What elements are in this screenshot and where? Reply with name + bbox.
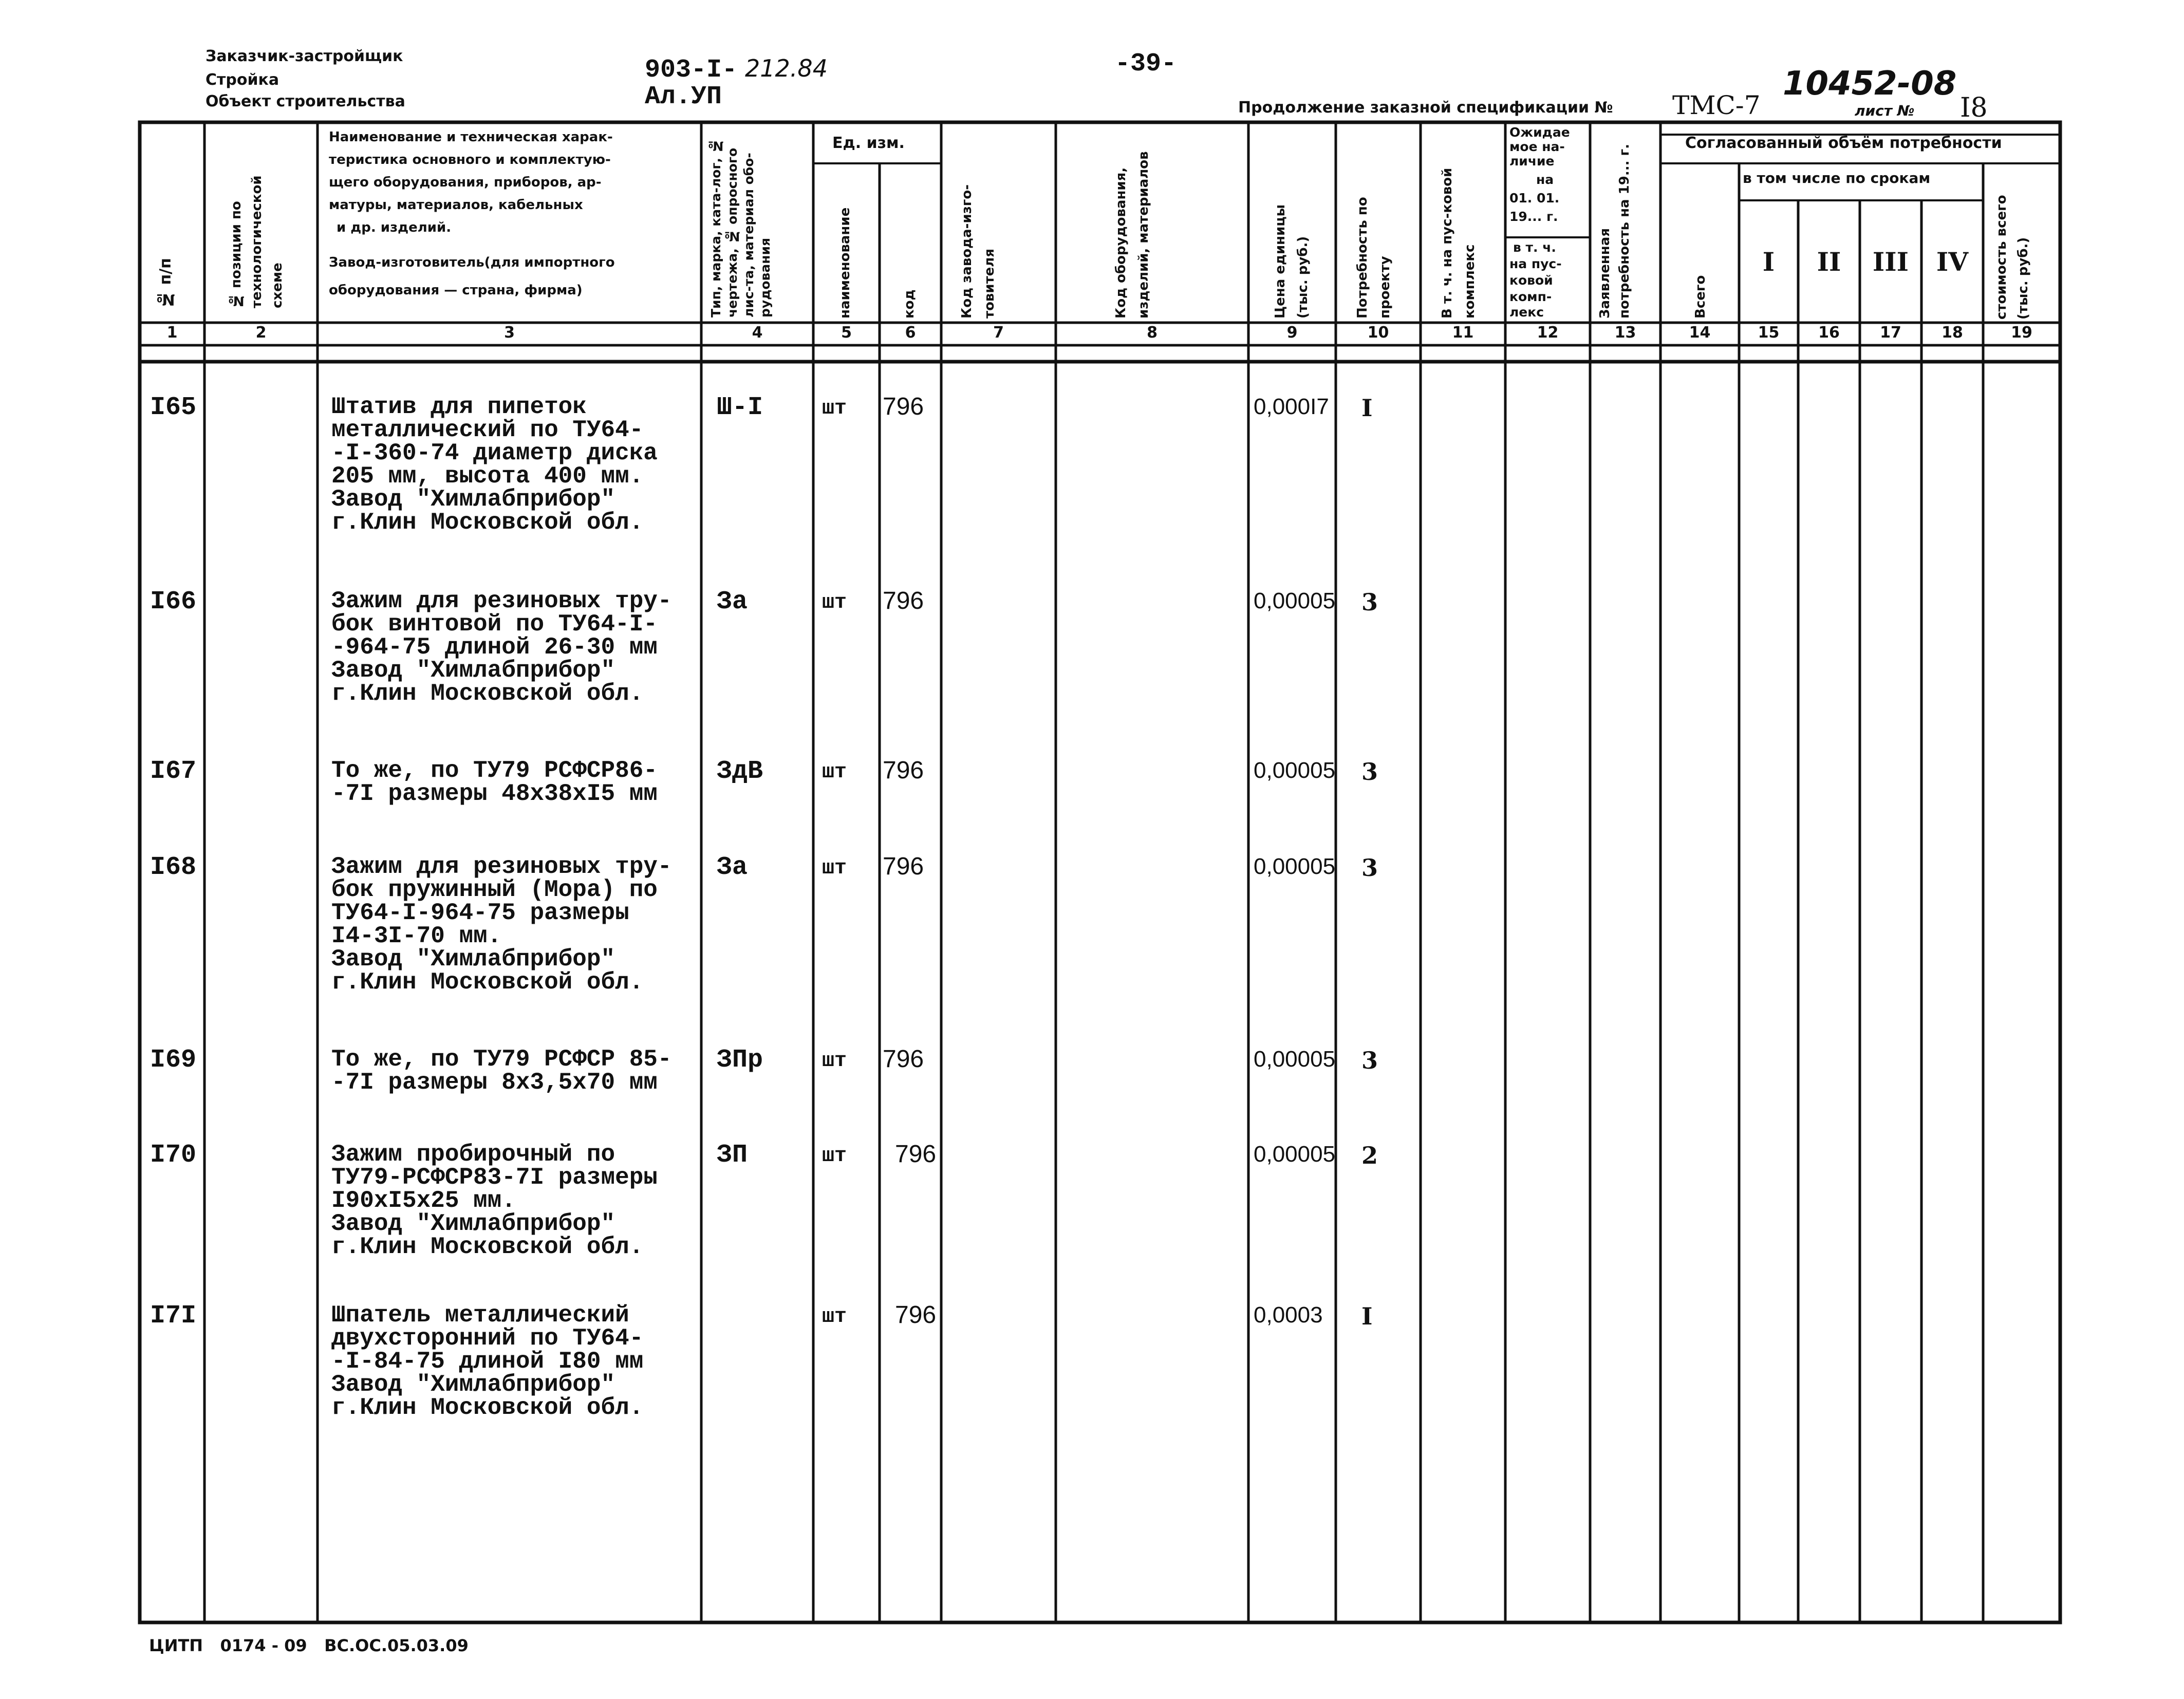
row-need: 3 — [1361, 758, 1378, 786]
row-type: За — [717, 853, 748, 882]
row-price: 0,00005 — [1254, 854, 1336, 879]
header-col12-line: ковой — [1509, 273, 1553, 288]
header-col12-line: 01. 01. — [1509, 191, 1560, 206]
row-type: ЗПр — [717, 1045, 763, 1075]
column-number: 1 — [166, 324, 178, 342]
header-term-4: IV — [1936, 247, 1969, 277]
column-number: 2 — [255, 324, 267, 342]
row-need: I — [1361, 394, 1373, 422]
header-col19: стоимость всего (тыс. руб.) — [1994, 195, 2031, 320]
header-col3-line: и др. изделий. — [337, 220, 452, 235]
row-code: 796 — [883, 853, 924, 880]
row-price: 0,00005 — [1254, 758, 1336, 783]
header-term-2: II — [1817, 247, 1841, 277]
header-col9: Цена единицы (тыс. руб.) — [1273, 204, 1311, 319]
row-desc-line: г.Клин Московской обл. — [331, 680, 644, 707]
project-code: 903-I- — [645, 55, 738, 85]
row-desc-line: -I-360-74 диаметр диска — [331, 440, 658, 466]
row-desc-line: Завод "Химлабприбор" — [331, 1210, 615, 1237]
row-unit: шт — [822, 1050, 847, 1073]
customer-label: Заказчик-застройщик — [206, 47, 403, 65]
header-col3-line: Завод-изготовитель(для импортного — [329, 255, 615, 270]
header-col12-line: 19... г. — [1509, 209, 1558, 224]
row-desc-line: г.Клин Московской обл. — [331, 509, 644, 536]
column-number: 7 — [993, 324, 1004, 342]
column-number: 14 — [1689, 324, 1711, 342]
header-col5: наименование — [837, 207, 853, 319]
header-col12-line: мое на- — [1509, 139, 1565, 154]
row-desc-line: Шпатель металлический — [331, 1302, 629, 1329]
row-price: 0,00005 — [1254, 1047, 1336, 1072]
row-desc-line: I90хI5х25 мм. — [331, 1187, 516, 1214]
row-unit: шт — [822, 1145, 847, 1168]
row-number: I66 — [150, 587, 197, 617]
row-need: 3 — [1361, 588, 1378, 616]
column-number: 15 — [1758, 324, 1780, 342]
column-number: 10 — [1367, 324, 1389, 342]
row-number: I70 — [150, 1141, 197, 1170]
column-number: 5 — [841, 324, 852, 342]
header-col1: № п/п — [157, 258, 175, 308]
header-col14: Всего — [1693, 275, 1708, 319]
row-unit: шт — [822, 397, 847, 420]
row-price: 0,0003 — [1254, 1302, 1323, 1328]
header-col12-line: в т. ч. — [1513, 240, 1556, 255]
row-desc-line: Завод "Химлабприбор" — [331, 486, 615, 513]
column-number: 11 — [1452, 324, 1474, 342]
row-unit: шт — [822, 761, 847, 784]
row-code: 796 — [883, 1045, 924, 1073]
row-desc-line: -7I размеры 48х38хI5 мм — [331, 780, 658, 807]
header-col2: № позиции по технологической схеме — [229, 175, 285, 308]
column-number: 9 — [1286, 324, 1298, 342]
header-col12-line: Ожидае — [1509, 125, 1570, 140]
row-desc-line: I4-3I-70 мм. — [331, 923, 502, 949]
row-number: I69 — [150, 1045, 197, 1075]
row-desc-line: Зажим для резиновых тру- — [331, 853, 672, 880]
row-desc-line: Завод "Химлабприбор" — [331, 1371, 615, 1398]
row-type: Ш-I — [717, 393, 763, 422]
object-label: Объект строительства — [206, 92, 405, 110]
row-desc-line: бок винтовой по ТУ64-I- — [331, 611, 658, 638]
header-col3-line: теристика основного и комплектую- — [329, 152, 611, 167]
row-price: 0,00005 — [1254, 588, 1336, 613]
header-col12-line: на пус- — [1509, 256, 1562, 271]
row-desc-line: 205 мм, высота 400 мм. — [331, 463, 644, 490]
header-col12-line: личие — [1509, 154, 1555, 169]
row-unit: шт — [822, 857, 847, 880]
row-number: I67 — [150, 757, 197, 786]
row-desc-line: -964-75 длиной 26-30 мм — [331, 634, 658, 661]
row-desc-line: металлический по ТУ64- — [331, 417, 644, 443]
column-number: 8 — [1147, 324, 1158, 342]
header-term-1: I — [1762, 247, 1775, 277]
sheet-number: I8 — [1960, 92, 1988, 123]
header-col12-line: на — [1536, 172, 1554, 187]
row-code: 796 — [883, 757, 924, 784]
row-number: I68 — [150, 853, 197, 882]
row-desc-line: г.Клин Московской обл. — [331, 1394, 644, 1421]
row-desc-line: Зажим пробирочный по — [331, 1141, 615, 1168]
row-type: ЗдВ — [717, 757, 763, 786]
header-col12-line: лекс — [1509, 305, 1544, 320]
row-need: 3 — [1361, 854, 1378, 882]
row-desc-line: г.Клин Московской обл. — [331, 1234, 644, 1260]
row-desc-line: -7I размеры 8х3,5х70 мм — [331, 1069, 658, 1096]
row-price: 0,00005 — [1254, 1142, 1336, 1167]
row-number: I7I — [150, 1301, 197, 1331]
header-col8: Код оборудования, изделий, материалов — [1113, 151, 1151, 319]
row-desc-line: ТУ64-I-964-75 размеры — [331, 900, 629, 926]
column-number: 6 — [905, 324, 916, 342]
header-col3-line: оборудования — страна, фирма) — [329, 283, 583, 298]
column-number: 12 — [1537, 324, 1559, 342]
row-desc-line: Завод "Химлабприбор" — [331, 946, 615, 973]
row-need: 2 — [1361, 1142, 1378, 1169]
row-unit: шт — [822, 591, 847, 614]
row-code: 796 — [895, 1301, 937, 1329]
header-unit-group: Ед. изм. — [832, 134, 905, 152]
row-type: ЗП — [717, 1141, 748, 1170]
doc-handwritten-number: 10452-08 — [1783, 65, 1957, 103]
row-code: 796 — [883, 587, 924, 614]
column-number: 4 — [752, 324, 763, 342]
continuation-label: Продолжение заказной спецификации № — [1238, 99, 1613, 117]
construction-label: Стройка — [206, 71, 279, 89]
header-col12-line: комп- — [1509, 289, 1552, 304]
column-number: 16 — [1818, 324, 1840, 342]
header-col3-line: Наименование и техническая харак- — [329, 129, 613, 145]
row-type: За — [717, 587, 748, 617]
header-col11: В т. ч. на пус-ковой комплекс — [1440, 167, 1478, 319]
header-term-3: III — [1872, 247, 1909, 277]
row-desc-line: То же, по ТУ79 РСФСР 85- — [331, 1046, 672, 1073]
header-col13: Заявленная потребность на 19... г. — [1597, 144, 1632, 319]
row-need: I — [1361, 1302, 1373, 1330]
row-desc-line: Завод "Химлабприбор" — [331, 657, 615, 684]
row-desc-line: г.Клин Московской обл. — [331, 969, 644, 996]
column-number: 18 — [1942, 324, 1963, 342]
spec-number: ТМС-7 — [1672, 90, 1761, 120]
row-desc-line: Зажим для резиновых тру- — [331, 588, 672, 614]
header-col10: Потребность по проекту — [1355, 197, 1393, 319]
row-desc-line: двухсторонний по ТУ64- — [331, 1325, 644, 1352]
header-col6: код — [902, 289, 917, 319]
row-need: 3 — [1361, 1047, 1378, 1074]
row-desc-line: Штатив для пипеток — [331, 394, 587, 420]
project-code-handwritten: 212.84 — [745, 54, 828, 82]
row-number: I65 — [150, 393, 197, 422]
row-code: 796 — [895, 1141, 937, 1168]
sheet-label: лист № — [1855, 102, 1915, 119]
column-number: 3 — [504, 324, 515, 342]
header-col3-line: матуры, материалов, кабельных — [329, 197, 583, 213]
page-number: -39- — [1115, 49, 1177, 79]
album-label: Ал.УП — [645, 82, 722, 111]
row-desc-line: -I-84-75 длиной I80 мм — [331, 1348, 644, 1375]
header-col3-line: щего оборудования, приборов, ар- — [329, 175, 602, 190]
column-number: 17 — [1880, 324, 1901, 342]
row-desc-line: ТУ79-РСФСР83-7I размеры — [331, 1164, 658, 1191]
column-number: 19 — [2011, 324, 2032, 342]
row-price: 0,000I7 — [1254, 394, 1329, 419]
column-number: 13 — [1614, 324, 1636, 342]
row-code: 796 — [883, 393, 924, 420]
header-col4: Тип, марка, ката-лог, № чертежа, № опросного лис-та, материал обо-рудования — [708, 138, 773, 318]
footer-code: ЦИТП 0174 - 09 ВС.ОС.05.03.09 — [149, 1636, 469, 1655]
row-desc-line: То же, по ТУ79 РСФСР86- — [331, 757, 658, 784]
header-col7: Код завода-изго-товителя — [959, 184, 997, 319]
header-by-terms: в том числе по срокам — [1743, 170, 1931, 186]
row-unit: шт — [822, 1305, 847, 1329]
header-agreed-group: Согласованный объём потребности — [1685, 134, 2002, 152]
row-desc-line: бок пружинный (Мора) по — [331, 876, 658, 903]
